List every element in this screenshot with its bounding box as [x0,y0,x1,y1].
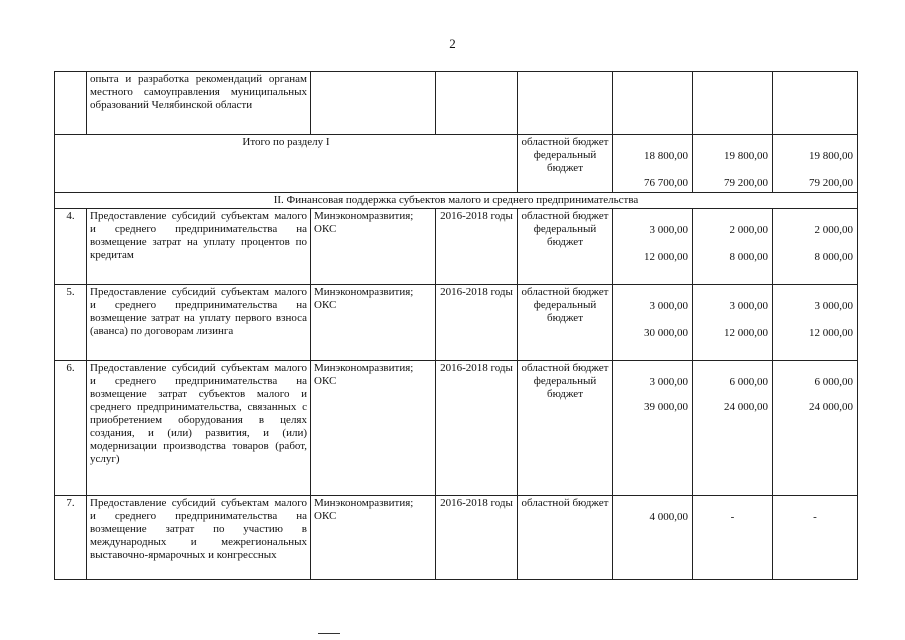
period-cell: 2016-2018 годы [436,209,518,285]
footer-rule [318,633,340,634]
amount-2016: 3 000,00 30 000,00 [613,285,693,361]
executor-cell: Минэкономразвития; ОКС [311,285,436,361]
amount-2017: 6 000,00 24 000,00 [693,361,773,496]
row-number: 6. [55,361,87,496]
table-row [55,285,858,361]
program-table [54,71,857,580]
amount-2017: - [693,496,773,580]
item-name: Предоставление субсидий субъектам малого и среднего предпринимательства на возмещение затрат по участию в международных и межрегиональных выставочно-ярмарочных и конгрессных [87,496,311,580]
section-title: II. Финансовая поддержка субъектов малого и среднего предпринимательства [55,193,858,209]
item-name: Предоставление субсидий субъектам малого и среднего предпринимательства на возмещение затрат на уплату первого взноса (аванса) по договорам лизинга [87,285,311,361]
continued-row [55,72,858,135]
period-cell: 2016-2018 годы [436,361,518,496]
table-row [55,209,858,285]
amount-2017: 19 800,00 79 200,00 [693,135,773,193]
funding-cell: областной бюджет [518,496,613,580]
table-row [55,496,858,580]
section-header-row [55,193,858,209]
num-cell [55,72,87,135]
amount-2017: 3 000,00 12 000,00 [693,285,773,361]
row-number: 4. [55,209,87,285]
section-total-row [55,135,858,193]
period-cell: 2016-2018 годы [436,285,518,361]
amount-2018: 2 000,00 8 000,00 [773,209,858,285]
executor-cell: Минэкономразвития; ОКС [311,496,436,580]
page-number: 2 [449,36,456,51]
amount-2016: 4 000,00 [613,496,693,580]
item-name: Предоставление субсидий субъектам малого и среднего предпринимательства на возмещение затрат субъектов малого и среднего предпринимательства, связанных с приобретением оборудования в целях создания, и (или) развития, и (или) модернизации производства товаров (работ, услуг) [87,361,311,496]
period-cell: 2016-2018 годы [436,496,518,580]
amount-2018: 6 000,00 24 000,00 [773,361,858,496]
row-number: 7. [55,496,87,580]
amount-2016: 18 800,00 76 700,00 [613,135,693,193]
funding-cell: областной бюджет федеральный бюджет [518,285,613,361]
funding-cell: областной бюджет федеральный бюджет [518,209,613,285]
funding-cell: областной бюджет федеральный бюджет [518,135,613,193]
executor-cell: Минэкономразвития; ОКС [311,361,436,496]
amount-2018: 3 000,00 12 000,00 [773,285,858,361]
row-number: 5. [55,285,87,361]
amount-2016: 3 000,00 12 000,00 [613,209,693,285]
amount-2016: 3 000,00 39 000,00 [613,361,693,496]
executor-cell: Минэкономразвития; ОКС [311,209,436,285]
item-name: опыта и разработка рекомендаций органам местного самоуправления муниципальных образований Челябинской области [87,72,311,135]
amount-2018: 19 800,00 79 200,00 [773,135,858,193]
table-row [55,361,858,496]
amount-2017: 2 000,00 8 000,00 [693,209,773,285]
item-name: Предоставление субсидий субъектам малого и среднего предпринимательства на возмещение затрат на уплату процентов по кредитам [87,209,311,285]
total-label: Итого по разделу I [55,135,518,193]
funding-cell: областной бюджет федеральный бюджет [518,361,613,496]
amount-2018: - [773,496,858,580]
